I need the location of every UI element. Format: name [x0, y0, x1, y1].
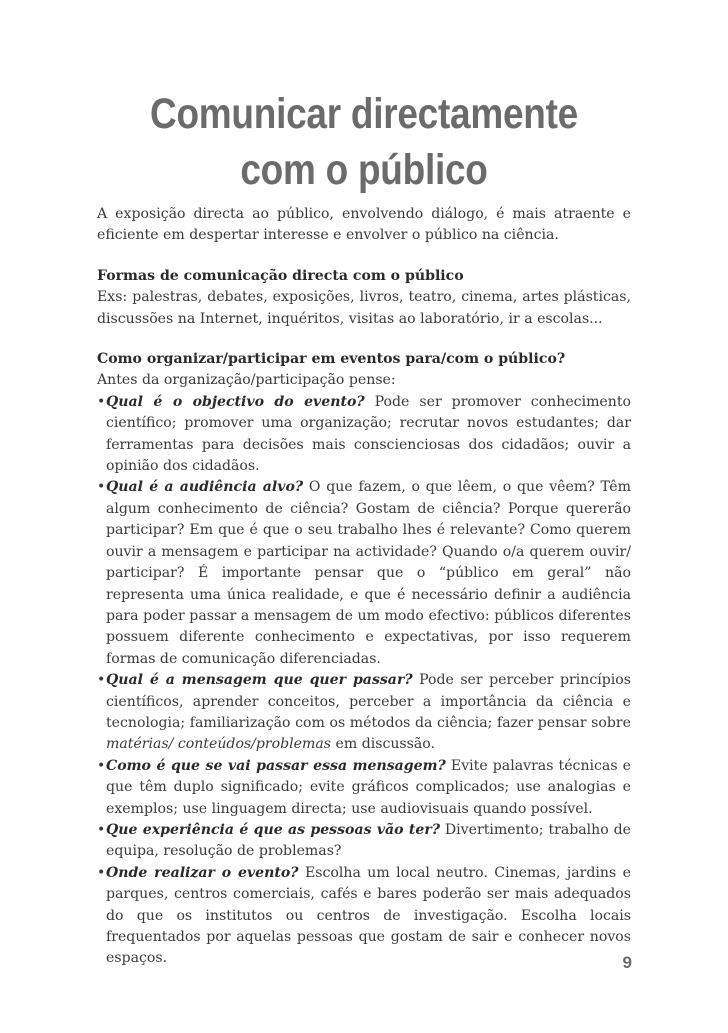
spacer — [97, 330, 631, 349]
question-text: Onde realizar o evento? — [106, 864, 299, 881]
section-heading-forms: Formas de comunicação directa com o público — [97, 267, 464, 284]
title-line-1: Comunicar directamente — [150, 90, 578, 138]
question-text: Qual é o objectivo do evento? — [106, 393, 365, 410]
section-organize-lead: Antes da organização/participação pense: — [97, 372, 396, 389]
answer-text: Evite palavras técnicas e que têm duplo significado; evite gráficos complicados; use analogias e exemplos; use linguagem directa; use audiovisuais quando possível. — [106, 757, 631, 817]
section-heading-organize: Como organizar/participar em eventos para/com o público? — [97, 351, 566, 368]
list-item — [97, 670, 631, 756]
list-item — [97, 477, 631, 670]
answer-text: Divertimento; trabalho de equipa, resolução de problemas? — [106, 821, 631, 860]
question-text: Qual é a mensagem que quer passar? — [106, 672, 413, 689]
body-text — [97, 204, 631, 970]
section-forms-text: Exs: palestras, debates, exposições, livros, teatro, cinema, artes plásticas, discussões na Internet, inquéritos, visitas ao laboratório, ir a escolas... — [97, 289, 631, 327]
question-text: Como é que se vai passar essa mensagem? — [106, 757, 446, 774]
answer-emphasis: matérias/ conteúdos/problemas — [106, 736, 332, 753]
spacer — [97, 247, 631, 266]
intro-paragraph: A exposição directa ao público, envolvendo diálogo, é mais atraente e eficiente em despertar interesse e envolver o público na ciência. — [97, 206, 631, 244]
question-text: Qual é a audiência alvo? — [106, 479, 304, 496]
title-line-2: com o público — [240, 146, 488, 194]
answer-tail: em discussão. — [331, 736, 436, 753]
answer-text: Escolha um local neutro. Cinemas, jardins e parques, centros comerciais, cafés e bares poderão ser mais adequados do que os institutos ou centros de investigação. Escolha locais frequentados por aquelas pessoas que gostam de sair e conhecer novos espaços. — [106, 864, 631, 967]
page-title — [51, 86, 677, 198]
page-number: 9 — [622, 953, 632, 972]
list-item — [97, 820, 631, 863]
list-item — [97, 756, 631, 820]
answer-text: O que fazem, o que lêem, o que vêem? Têm algum conhecimento de ciência? Gostam de ciência? Porque quererão participar? Em que é que o seu trabalho lhes é relevante? Como querem ouvir a mensagem e participar na actividade? Quando o/a querem ouvir/ participar? É importante pensar que o “público em geral” não representa uma única realidade, e que é necessário definir a audiência para poder passar a mensagem de um modo efectivo: públicos diferentes possuem diferente conhecimento e expectativas, por isso requerem formas de comunicação diferenciadas. — [106, 479, 631, 667]
question-list — [97, 392, 631, 970]
list-item — [97, 863, 631, 970]
list-item — [97, 392, 631, 478]
question-text: Que experiência é que as pessoas vão ter? — [106, 821, 440, 838]
answer-text: Pode ser perceber princípios científicos, aprender conceitos, perceber a importância da ciência e tecnologia; familiarização com os métodos da ciência; fazer pensar sobre — [106, 672, 631, 731]
answer-text: Pode ser promover conhecimento científico; promover uma organização; recrutar novos estudantes; dar ferramentas para decisões mais conscienciosas dos cidadãos; ouvir a opinião dos cidadãos. — [106, 393, 632, 475]
